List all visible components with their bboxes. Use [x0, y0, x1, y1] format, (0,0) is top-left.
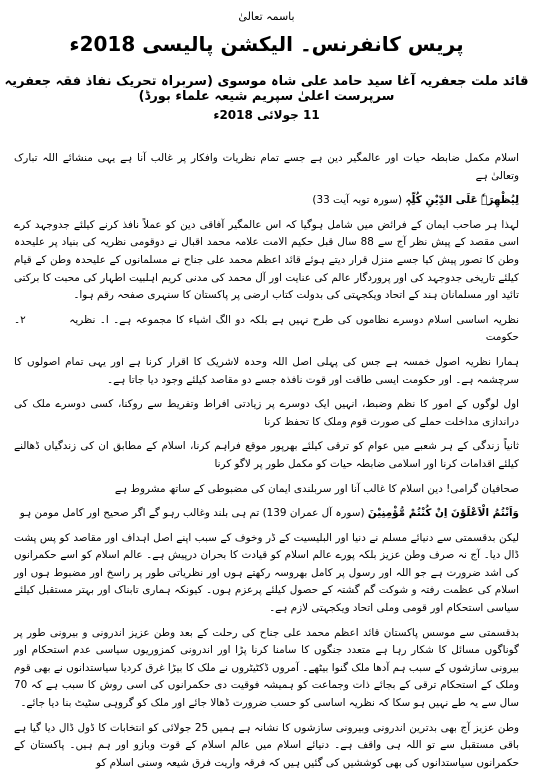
paragraph-islam-complete: اسلام مکمل ضابطہ حیات اور عالمگیر دین ہے جسے تمام نظریات وافکار پر غالب آنا ہے یہی منشائے اللہ تبارک وتعالیٰ ہے: [14, 152, 519, 182]
government-label: ۲۔ حکومت: [14, 313, 519, 344]
paragraph-first-purpose: اول لوگوں کے امور کا نظم وضبط، انہیں ایک دوسرے پر زیادتی افراط وتفریط سے روکنا، کسی دوسرے ملک کی دراندازی مداخلت حملے کی صورت قوم وملک کا تحفظ کرنا: [14, 398, 519, 428]
paragraph-post-jinnah: بدقسمتی سے موسس پاکستان قائد اعظم محمد علی جناح کی رحلت کے بعد وطن عزیز اندرونی و بیرونی طور پر گوناگوں مسائل کا شکار رہا ہے متعدد جنگوں کا سامنا کرنا پڑا اور اندرونی کمزوریوں سیاسی عدم استحکام اور بیرونی سازشوں کے سبب ہم آدھا ملک گنوا بیٹھے۔ آمروں ڈکٹیٹروں نے ملک کا بیڑا غرق کردیا سیاستدانوں نے بھی قوم وملک کے استحکام ترقی کے بجائے ذات وجماعت کو ہمیشہ فوقیت دی حکمرانوں کی اسی روش کا سبب ہے کہ 70 سال سے یہ طے نہیں ہو سکا کہ نظریہ اساسی کو حسب ضرورت ڈھالا جائے اور ملک کو گروہی سٹیٹ بنا دیا جائے۔: [14, 626, 519, 710]
basmala-heading: باسمہ تعالیٰ: [238, 10, 295, 23]
document-body: [14, 150, 519, 779]
paragraph-journalists: صحافیان گرامی! دین اسلام کا غالب آنا اور سربلندی ایمان کی مضبوطی کے ساتھ مشروط ہے: [114, 482, 519, 495]
quran-verse-2: [14, 505, 519, 523]
speaker-line: قائد ملت جعفریہ آغا سید حامد علی شاہ موسوی (سربراہ تحریک نفاذ فقہ جعفریہ سرپرست اعلیٰ سپریم شیعہ علماء بورڈ): [4, 74, 529, 104]
ideology-label: نظریہ اساسی اسلام دوسرے نظاموں کی طرح نہیں ہے بلکہ دو الگ اشیاء کا مجموعہ ہے۔ ا۔ نظریہ: [69, 313, 520, 326]
paragraph-ideology-government: [14, 312, 519, 347]
paragraph-usul-khamsa: ہمارا نظریہ اصول خمسہ ہے جس کی پہلی اصل اللہ وحدہ لاشریک کا اقرار کرنا ہے اور یہی تمام اصولوں کا سرچشمہ ہے۔ اور حکومت ایسی طاقت اور قوت نافذہ جسے دو مقاصد کیلئے وجود دیا جاتا ہے۔: [14, 355, 519, 386]
paragraph-leadership-crisis: لیکن بدقسمتی سے دنیائے مسلم نے دنیا اور البلیسیت کے ڈر وخوف کے سبب اپنے اصل اہداف اور مقاصد کو پس پشت ڈال دیا۔ آج نہ صرف وطن عزیز بلکہ پورے عالم اسلام کو قیادت کا بحران درپیش ہے۔ عالم اسلام کو اسے حکمرانوں کی اشد ضرورت ہے جو اللہ اور رسول پر کامل بھروسہ رکھتے ہوں اور نظریاتی طور پر راسخ اور مضبوط ہوں اور اسلام کی عظمت رفتہ و شوکت گم گشتہ کے حصول کیلئے پرعزم ہوں۔ کیونکہ ہماری تابناک اور بہتر مستقبل کیلئے سیاسی استحکام اور قومی وملی اتحاد ویکجہتی لازم ہے۔: [14, 531, 519, 615]
document-date: 11 جولائی 2018ء: [213, 108, 320, 122]
ayah-reference-2: (سورہ آل عمران 139) تم ہی بلند وغالب رہو گے اگر صحیح اور کامل مومن ہو: [19, 507, 365, 520]
ayah-reference: (سورہ توبہ آیت 33): [312, 194, 403, 207]
paragraph-pakistan-history: لہذا ہر صاحب ایمان کے فرائض میں شامل ہوگیا کہ اس عالمگیر آفاقی دین کو عملاً نافذ کرنے کیلئے جدوجہد کرے اسی مقصد کے پیش نظر آج سے 88 سال قبل حکیم الامت علامہ محمد اقبال نے دوقومی نظریہ کی بنیاد پر علیحدہ وطن کا تصور پیش کیا جسے منزل قرار دیتے ہوئے قائد اعظم محمد علی جناح نے مسلمانوں کے علیحدہ وطن کے قیام کیلئے تاریخی جدوجہد کی اور پروردگار عالم کی عنایت اور آل محمد کی مدنی کریم اہلبیت اطہار کی محبت کا برکتی تائید اور مسلمانان ہند کے اتحاد ویکجہتی کی بدولت کتاب ارضی پر پاکستان کا سنہری صفحہ رقم ہوا۔: [14, 218, 519, 302]
paragraph-second-purpose: ثانیاً زندگی کے ہر شعبے میں عوام کو ترقی کیلئے بھرپور موقع فراہم کرنا، اسلام کے مطابق ان کی زندگیاں ڈھالنے کیلئے اقدامات کرنا اور اسلامی ضابطہ حیات کو مکمل طور پر لاگو کرنا: [14, 440, 519, 470]
ayah-text-2: وَاَنْتُمُ الْاَعْلَوْنَ اِنْ کُنْتُمْ مُّؤْمِنِیْنَ: [367, 507, 519, 520]
document-title: پریس کانفرنس۔ الیکشن پالیسی 2018ء: [69, 32, 464, 56]
quran-verse-1: [14, 192, 519, 210]
ayah-text: لِیُظْھِرَہٗ عَلَی الدِّیْنِ کُلِّہٖ: [405, 194, 519, 207]
paragraph-elections: وطن عزیز آج بھی بدترین اندرونی وبیرونی سازشوں کا نشانہ ہے ہمیں 25 جولائی کو انتخابات کا ڈول ڈال دیا گیا ہے باقی مستقبل سے تو اللہ ہی واقف ہے۔ دنیائے اسلام میں عالم اسلام کے قوت وبازو اور ہم ہیں۔ پاکستان کے حکمرانوں سیاستدانوں کی بھی کوششیں کی گئیں ہیں کہ فرقہ واریت فرق شیعہ وسنی اسلام کو: [14, 721, 519, 769]
